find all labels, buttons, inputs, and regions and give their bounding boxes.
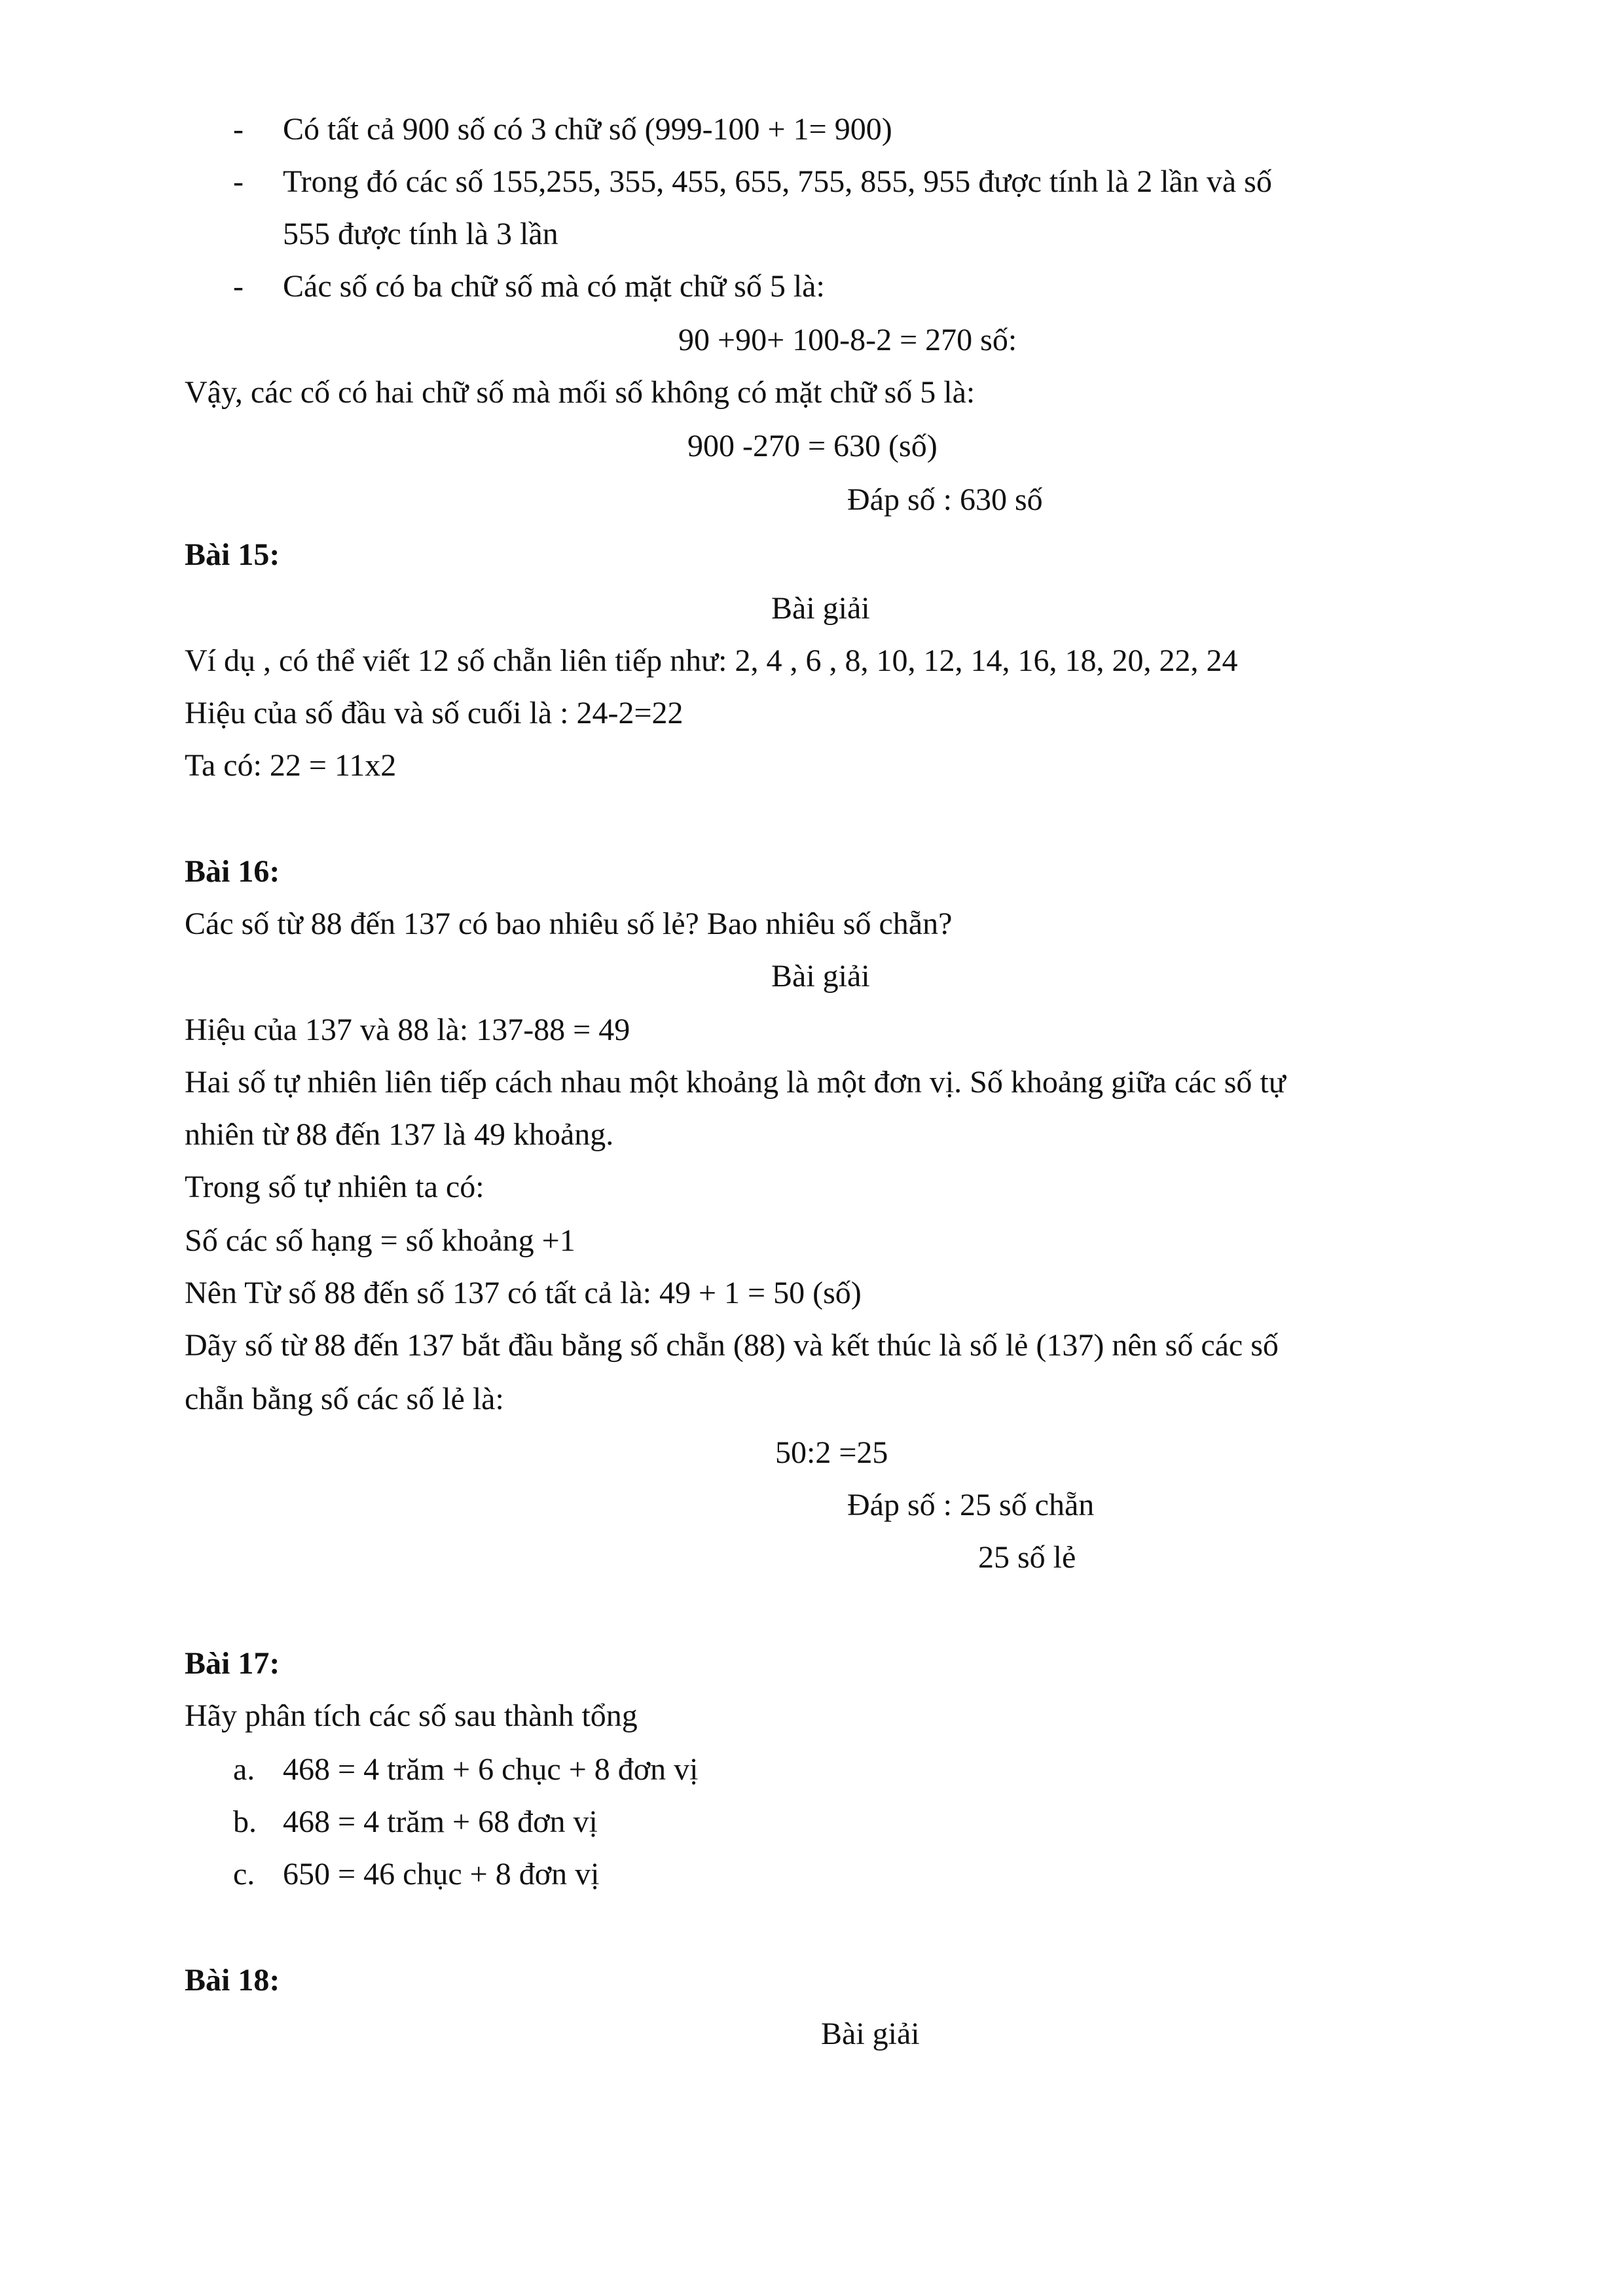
bullet-dash: - (233, 112, 244, 147)
list-marker: b. (233, 1804, 257, 1839)
bullet-dash: - (233, 164, 244, 199)
answer: Đáp số : 630 số (847, 482, 1043, 517)
exercise-title: Bài 16: (185, 854, 280, 889)
bullet-line: Các số có ba chữ số mà có mặt chữ số 5 là: (283, 269, 825, 304)
calculation: 50:2 =25 (775, 1435, 888, 1470)
solution-line: Hiệu của 137 và 88 là: 137-88 = 49 (185, 1013, 630, 1047)
bullet-line: Có tất cả 900 số có 3 chữ số (999-100 + 1= 900) (283, 112, 892, 147)
solution-line: Dãy số từ 88 đến 137 bắt đầu bằng số chẵn (88) và kết thúc là số lẻ (137) nên số các số (185, 1328, 1279, 1363)
answer: Đáp số : 25 số chẵn (847, 1488, 1095, 1522)
solution-line: Hai số tự nhiên liên tiếp cách nhau một khoảng là một đơn vị. Số khoảng giữa các số tự (185, 1065, 1286, 1100)
solution-heading: Bài giải (771, 959, 870, 994)
bullet-dash: - (233, 269, 244, 304)
solution-line: nhiên từ 88 đến 137 là 49 khoảng. (185, 1117, 614, 1152)
list-marker: c. (233, 1857, 255, 1892)
exercise-question: Hãy phân tích các số sau thành tổng (185, 1698, 638, 1733)
solution-line: chẵn bằng số các số lẻ là: (185, 1382, 504, 1416)
list-item: 650 = 46 chục + 8 đơn vị (283, 1857, 600, 1892)
conclusion-text: Vậy, các cố có hai chữ số mà mối số không có mặt chữ số 5 là: (185, 375, 976, 410)
exercise-question: Các số từ 88 đến 137 có bao nhiêu số lẻ? Bao nhiêu số chẵn? (185, 906, 953, 941)
calculation: 900 -270 = 630 (số) (687, 429, 938, 463)
exercise-title: Bài 18: (185, 1963, 280, 1998)
list-marker: a. (233, 1752, 255, 1787)
exercise-title: Bài 17: (185, 1646, 280, 1681)
solution-heading: Bài giải (771, 591, 870, 626)
solution-line: Trong số tự nhiên ta có: (185, 1170, 484, 1204)
solution-heading: Bài giải (821, 2017, 920, 2051)
solution-line: Số các số hạng = số khoảng +1 (185, 1223, 575, 1258)
solution-line: Hiệu của số đầu và số cuối là : 24-2=22 (185, 696, 684, 730)
solution-line: Ta có: 22 = 11x2 (185, 748, 397, 783)
exercise-title: Bài 15: (185, 537, 280, 572)
list-item: 468 = 4 trăm + 6 chục + 8 đơn vị (283, 1752, 699, 1787)
solution-line: Ví dụ , có thể viết 12 số chẵn liên tiếp như: 2, 4 , 6 , 8, 10, 12, 14, 16, 18, 20, 22, 24 (185, 643, 1238, 678)
list-item: 468 = 4 trăm + 68 đơn vị (283, 1804, 598, 1839)
bullet-line: Trong đó các số 155,255, 355, 455, 655, 755, 855, 955 được tính là 2 lần và số (283, 164, 1272, 199)
bullet-line-continuation: 555 được tính là 3 lần (283, 217, 558, 251)
answer-continuation: 25 số lẻ (978, 1540, 1076, 1575)
calculation: 90 +90+ 100-8-2 = 270 số: (678, 323, 1017, 357)
solution-line: Nên Từ số 88 đến số 137 có tất cả là: 49 + 1 = 50 (số) (185, 1276, 862, 1310)
